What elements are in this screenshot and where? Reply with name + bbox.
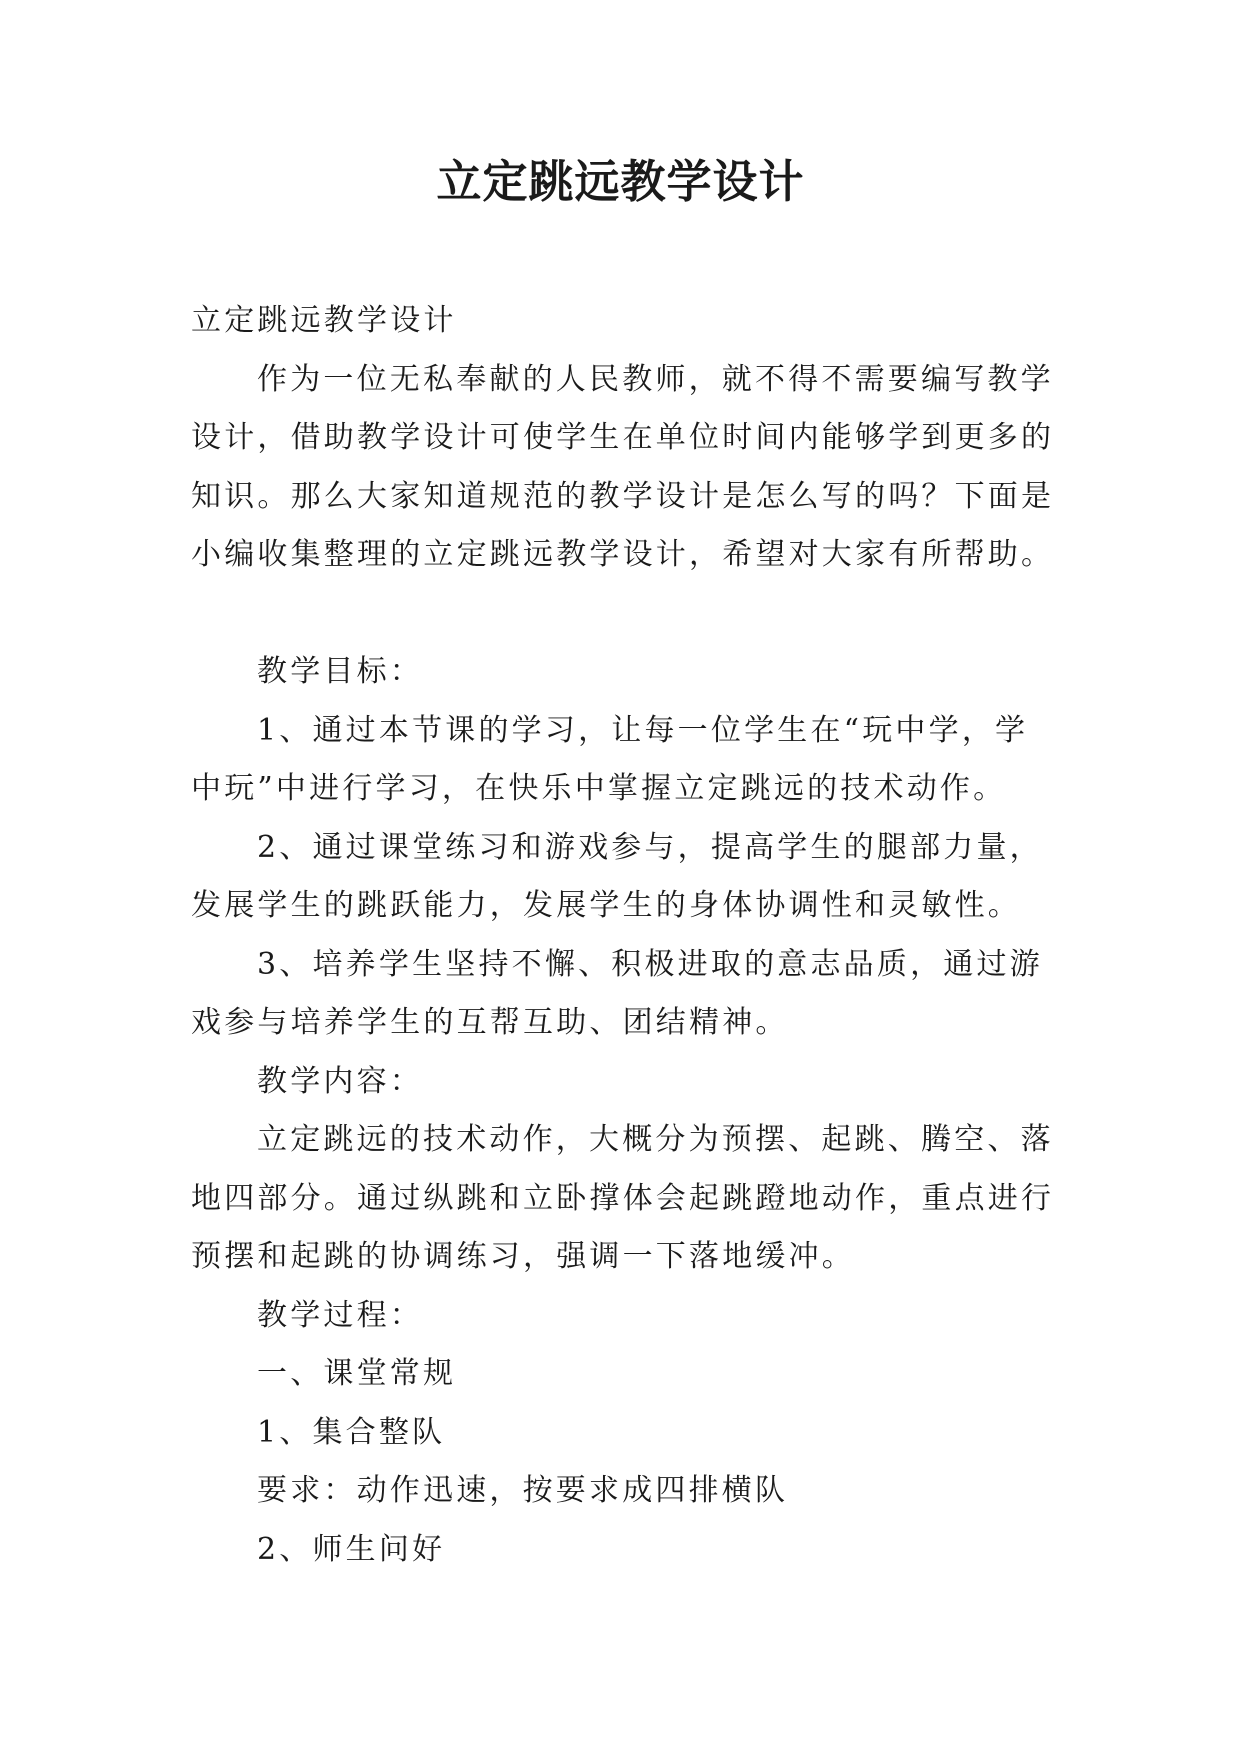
paragraph-line: 2、通过课堂练习和游戏参与，提高学生的腿部力量， — [257, 829, 1043, 865]
paragraph-line: 3、培养学生坚持不懈、积极进取的意志品质，通过游 — [257, 946, 1043, 982]
paragraph-line: 地四部分。通过纵跳和立卧撑体会起跳蹬地动作，重点进行 — [191, 1180, 1055, 1216]
paragraph-line: 戏参与培养学生的互帮互助、团结精神。 — [191, 1005, 789, 1040]
paragraph-line: 立定跳远的技术动作，大概分为预摆、起跳、腾空、落 — [257, 1122, 1054, 1157]
paragraph-line: 2、师生问好 — [257, 1531, 446, 1567]
paragraph-line: 中玩”中进行学习，在快乐中掌握立定跳远的技术动作。 — [191, 771, 1007, 806]
paragraph-line: 作为一位无私奉献的人民教师，就不得不需要编写教学 — [257, 361, 1054, 397]
paragraph-line: 一、课堂常规 — [257, 1356, 457, 1391]
subtitle-line: 立定跳远教学设计 — [191, 303, 457, 338]
paragraph-line: 发展学生的跳跃能力，发展学生的身体协调性和灵敏性。 — [191, 888, 1021, 923]
section-heading: 教学目标： — [257, 654, 423, 689]
section-heading: 教学内容： — [257, 1063, 423, 1099]
paragraph-line: 1、集合整队 — [257, 1414, 446, 1450]
paragraph-line: 要求：动作迅速，按要求成四排横队 — [257, 1473, 789, 1508]
paragraph-line: 1、通过本节课的学习，让每一位学生在“玩中学，学 — [257, 712, 1029, 748]
paragraph-line: 预摆和起跳的协调练习，强调一下落地缓冲。 — [191, 1239, 855, 1274]
section-heading: 教学过程： — [257, 1297, 423, 1333]
paragraph-gap — [191, 585, 1071, 644]
document-body — [191, 292, 1071, 1579]
paragraph-line: 设计，借助教学设计可使学生在单位时间内能够学到更多的 — [191, 420, 1055, 455]
paragraph-line: 知识。那么大家知道规范的教学设计是怎么写的吗？下面是 — [191, 478, 1055, 514]
paragraph-line: 小编收集整理的立定跳远教学设计，希望对大家有所帮助。 — [191, 537, 1055, 572]
document-title: 立定跳远教学设计 — [436, 155, 805, 208]
